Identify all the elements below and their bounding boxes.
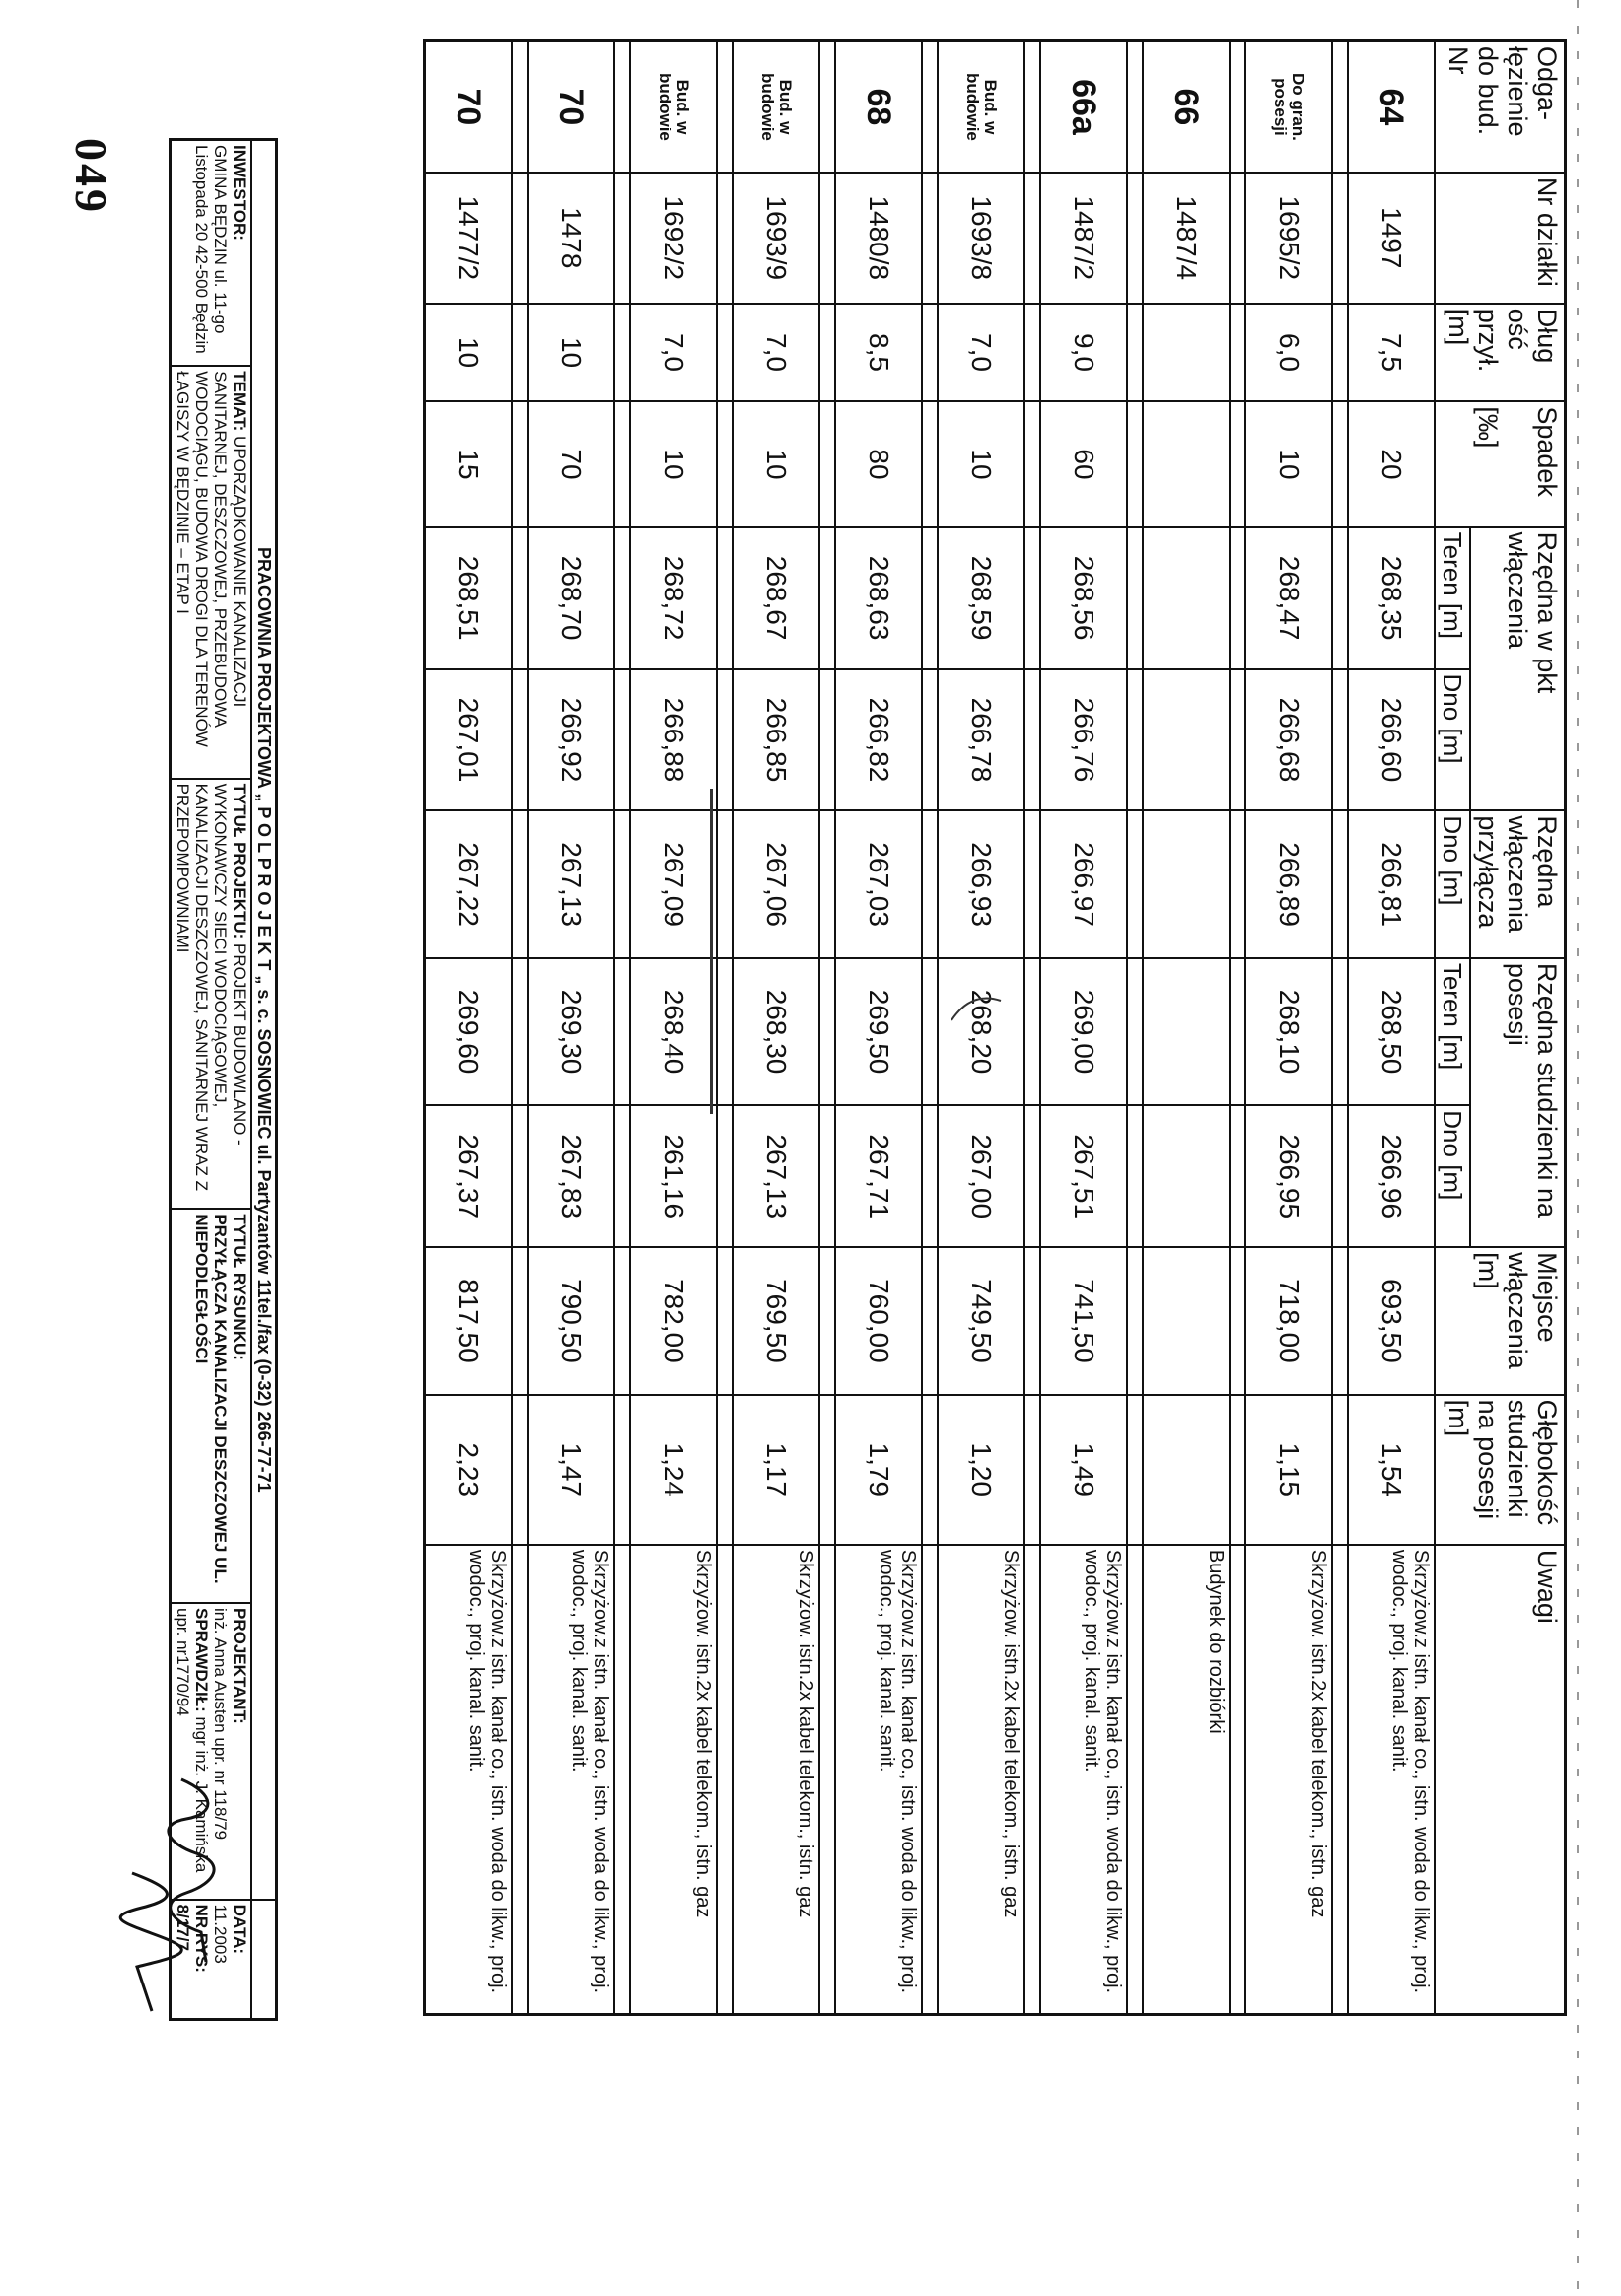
spacer-cell [614, 527, 630, 669]
header-odgalezienie: Odga-łęzienie do bud. Nr [1435, 41, 1566, 173]
spacer-cell [819, 1545, 835, 2015]
spacer-cell [512, 1247, 528, 1394]
spacer-cell [614, 1395, 630, 1545]
spacer-cell [819, 810, 835, 957]
header-teren: Teren [m] [1435, 958, 1470, 1105]
spacer-cell [1230, 810, 1245, 957]
table-row [1143, 41, 1230, 2015]
header-miejsce-label: Miejsce włączenia [1503, 1252, 1562, 1369]
spacer-cell [1024, 958, 1040, 1105]
spacer-cell [819, 304, 835, 402]
cell-g: 1,54 [1348, 1395, 1435, 1545]
spacer-cell [1024, 1247, 1040, 1394]
sprawdzil-label: SPRAWDZIŁ: [192, 1608, 211, 1712]
title-banner: PRACOWNIA PROJEKTOWA „ P O L P R O J E K T „ s. c. SOSNOWIEC ul. Partyzantów 11tel./fax (0-32) 266-77-71 [251, 140, 277, 1900]
spacer-cell [1332, 527, 1348, 669]
header-nr-dzialki: Nr działki [1435, 173, 1566, 304]
cell-pd: 266,68 [1245, 669, 1332, 811]
spacer-cell [614, 401, 630, 526]
spacer-cell [1230, 1105, 1245, 1247]
cell-dlug: 7,0 [630, 304, 717, 402]
spacer-cell [1127, 1395, 1143, 1545]
cell-pt: 268,59 [938, 527, 1024, 669]
nr-rys-value: 8/17/7 [174, 1904, 192, 1951]
table-row [733, 41, 819, 2015]
spacer-cell [1230, 401, 1245, 526]
header-dlugosc: Dług ość przył. [m] [1435, 304, 1566, 402]
header-spadek-label: Spadek [1532, 406, 1562, 497]
table-row [1245, 41, 1332, 2015]
header-rzedna-wlaczenia: Rzędna włączenia przyłącza [1470, 810, 1566, 957]
cell-sd: 267,71 [835, 1105, 922, 1247]
spacer-cell [717, 669, 733, 811]
cell-nr: Do gran. posesji [1245, 41, 1332, 173]
cell-dzialka: 1497 [1348, 173, 1435, 304]
spacer-cell [1127, 958, 1143, 1105]
spacer-cell [1127, 527, 1143, 669]
spacer-cell [1230, 958, 1245, 1105]
cell-pd: 266,82 [835, 669, 922, 811]
cell-m: 790,50 [528, 1247, 614, 1394]
cell-g: 1,20 [938, 1395, 1024, 1545]
cell-sd: 261,16 [630, 1105, 717, 1247]
spacer-cell [819, 1247, 835, 1394]
spacer-cell [1024, 41, 1040, 173]
cell-nr: 70 [528, 41, 614, 173]
margin-arc [947, 986, 1006, 1025]
connections-table [423, 39, 1567, 2016]
spacer-cell [922, 958, 938, 1105]
cell-pd: 266,78 [938, 669, 1024, 811]
spacer-cell [512, 669, 528, 811]
spacer-cell [1332, 810, 1348, 957]
cell-sd: 267,13 [733, 1105, 819, 1247]
tytul-projektu-label: TYTUŁ PROJEKTU: [230, 783, 248, 939]
cell-dlug [1143, 304, 1230, 402]
spacer-cell [1127, 304, 1143, 402]
row-spacer [1230, 41, 1245, 2015]
spacer-cell [1127, 173, 1143, 304]
cell-wd [1143, 810, 1230, 957]
cell-pt: 268,72 [630, 527, 717, 669]
cell-nr: Bud. w budowie [938, 41, 1024, 173]
margin-dashes [1558, 0, 1597, 2296]
spacer-cell [614, 958, 630, 1105]
cell-pt: 268,70 [528, 527, 614, 669]
cell-st: 269,50 [835, 958, 922, 1105]
spacer-cell [1127, 401, 1143, 526]
cell-dlug: 7,0 [938, 304, 1024, 402]
spacer-cell [922, 669, 938, 811]
cell-uwagi: Skrzyżow.z istn. kanał co., istn. woda do likw., proj. wodoc., proj. kanal. sanit. [1040, 1545, 1127, 2015]
cell-uwagi: Skrzyżow. istn.2x kabel telekom., istn. gaz [1245, 1545, 1332, 2015]
cell-pd: 267,01 [425, 669, 513, 811]
cell-sd: 266,95 [1245, 1105, 1332, 1247]
spacer-cell [717, 173, 733, 304]
cell-dzialka: 1693/8 [938, 173, 1024, 304]
data-label: DATA: [230, 1904, 248, 1955]
spacer-cell [1230, 1247, 1245, 1394]
spacer-cell [1024, 1545, 1040, 2015]
spacer-cell [1024, 1395, 1040, 1545]
cell-spadek: 10 [733, 401, 819, 526]
spacer-cell [922, 527, 938, 669]
row-spacer [922, 41, 938, 2015]
spacer-cell [1332, 958, 1348, 1105]
spacer-cell [1332, 41, 1348, 173]
cell-wd: 267,06 [733, 810, 819, 957]
tytul-rysunku-label: TYTUŁ RYSUNKU: [230, 1214, 248, 1360]
cell-dzialka: 1695/2 [1245, 173, 1332, 304]
spacer-cell [1332, 304, 1348, 402]
spacer-cell [819, 401, 835, 526]
cell-m: 741,50 [1040, 1247, 1127, 1394]
cell-m: 769,50 [733, 1247, 819, 1394]
inwestor-value: GMINA BĘDZIN ul. 11-go Listopada 20 42-500 Będzin [192, 145, 230, 354]
cell-g: 1,17 [733, 1395, 819, 1545]
spacer-cell [717, 527, 733, 669]
spacer-cell [717, 41, 733, 173]
tytul-rysunku-value: PRZYŁĄCZA KANALIZACJI DESZCZOWEJ UL. NIEPODLEGŁOŚCI [192, 1214, 230, 1584]
table-row [835, 41, 922, 2015]
cell-m: 817,50 [425, 1247, 513, 1394]
header-rzedna-pkt: Rzędna w pkt włączenia [1470, 527, 1566, 811]
cell-st: 269,60 [425, 958, 513, 1105]
header-dno: Dno [m] [1435, 1105, 1470, 1247]
cell-wd: 267,03 [835, 810, 922, 957]
spacer-cell [819, 1395, 835, 1545]
cell-sd: 267,00 [938, 1105, 1024, 1247]
spacer-cell [1230, 669, 1245, 811]
cell-nr: 66 [1143, 41, 1230, 173]
cell-dlug: 6,0 [1245, 304, 1332, 402]
cell-dzialka: 1477/2 [425, 173, 513, 304]
tytul-projektu-value: PROJEKT BUDOWLANO -WYKONAWCZY SIECI WODOCIĄGOWEJ, KANALIZACJI DESZCZOWEJ, SANITARNEJ WRAZ Z PRZEPOMPOWNIAMI [174, 783, 248, 1191]
spacer-cell [717, 1247, 733, 1394]
spacer-cell [922, 1105, 938, 1247]
cell-g: 1,79 [835, 1395, 922, 1545]
spacer-cell [1332, 1105, 1348, 1247]
cell-nr: Bud. w budowie [630, 41, 717, 173]
spacer-cell [614, 304, 630, 402]
table-row [1348, 41, 1435, 2015]
spacer-cell [717, 401, 733, 526]
spacer-cell [819, 41, 835, 173]
spacer-cell [512, 41, 528, 173]
header-miejsce [1435, 1247, 1566, 1394]
cell-spadek: 10 [630, 401, 717, 526]
header-spadek-unit: [‰] [1473, 406, 1503, 449]
spacer-cell [1024, 1105, 1040, 1247]
cell-nr: 70 [425, 41, 513, 173]
cell-pd [1143, 669, 1230, 811]
spacer-cell [512, 304, 528, 402]
temat-label: TEMAT: [230, 371, 248, 432]
spacer-cell [614, 41, 630, 173]
spacer-cell [819, 669, 835, 811]
cell-uwagi: Skrzyżow. istn.2x kabel telekom., istn. gaz [733, 1545, 819, 2015]
title-block [169, 138, 278, 2021]
cell-sd [1143, 1105, 1230, 1247]
cell-spadek: 70 [528, 401, 614, 526]
spacer-cell [819, 1105, 835, 1247]
cell-spadek: 80 [835, 401, 922, 526]
cell-pt: 268,63 [835, 527, 922, 669]
cell-spadek: 15 [425, 401, 513, 526]
spacer-cell [512, 1105, 528, 1247]
spacer-cell [1024, 527, 1040, 669]
cell-m: 718,00 [1245, 1247, 1332, 1394]
spacer-cell [614, 1105, 630, 1247]
spacer-cell [614, 810, 630, 957]
spacer-cell [1024, 669, 1040, 811]
cell-m: 749,50 [938, 1247, 1024, 1394]
cell-st: 268,40 [630, 958, 717, 1105]
header-dno: Dno [m] [1435, 810, 1470, 957]
table-row [938, 41, 1024, 2015]
cell-dlug: 7,0 [733, 304, 819, 402]
cell-pd: 266,60 [1348, 669, 1435, 811]
cell-g: 1,15 [1245, 1395, 1332, 1545]
spacer-cell [1332, 1395, 1348, 1545]
cell-pt: 268,47 [1245, 527, 1332, 669]
cell-pd: 266,88 [630, 669, 717, 811]
cell-g [1143, 1395, 1230, 1545]
cell-spadek: 10 [938, 401, 1024, 526]
cell-dlug: 10 [528, 304, 614, 402]
cell-nr: 64 [1348, 41, 1435, 173]
spacer-cell [922, 41, 938, 173]
row-spacer [1332, 41, 1348, 2015]
projektant-value: inż. Anna Austen upr. nr 118/79 [211, 1608, 230, 1841]
row-spacer [1127, 41, 1143, 2015]
spacer-cell [512, 401, 528, 526]
cell-pt: 268,67 [733, 527, 819, 669]
projektant-label: PROJEKTANT: [230, 1608, 248, 1724]
cell-uwagi: Skrzyżow.z istn. kanał co., istn. woda do likw., proj. wodoc., proj. kanal. sanit. [528, 1545, 614, 2015]
cell-spadek [1143, 401, 1230, 526]
cell-sd: 267,83 [528, 1105, 614, 1247]
spacer-cell [717, 958, 733, 1105]
margin-line [710, 789, 713, 1114]
cell-wd: 266,89 [1245, 810, 1332, 957]
row-spacer [1024, 41, 1040, 2015]
header-glebokosc: Głębokość studzienki na posesji [m] [1435, 1395, 1566, 1545]
cell-dzialka: 1478 [528, 173, 614, 304]
spacer-cell [1127, 1545, 1143, 2015]
spacer-cell [1332, 401, 1348, 526]
cell-nr: Bud. w budowie [733, 41, 819, 173]
spacer-cell [1230, 173, 1245, 304]
cell-dzialka: 1487/4 [1143, 173, 1230, 304]
spacer-cell [922, 173, 938, 304]
spacer-cell [1230, 1545, 1245, 2015]
spacer-cell [1024, 401, 1040, 526]
cell-pd: 266,92 [528, 669, 614, 811]
cell-st: 268,10 [1245, 958, 1332, 1105]
cell-wd: 267,13 [528, 810, 614, 957]
spacer-cell [1230, 1395, 1245, 1545]
spacer-cell [922, 401, 938, 526]
table-row [528, 41, 614, 2015]
cell-wd: 266,93 [938, 810, 1024, 957]
cell-wd: 266,81 [1348, 810, 1435, 957]
cell-g: 1,49 [1040, 1395, 1127, 1545]
spacer-cell [1127, 1247, 1143, 1394]
spacer-cell [1332, 1545, 1348, 2015]
cell-g: 1,24 [630, 1395, 717, 1545]
cell-m: 760,00 [835, 1247, 922, 1394]
cell-st [1143, 958, 1230, 1105]
sprawdzil-value: mgr inż. J. Kamińska upr. nr1770/94 [174, 1608, 211, 1873]
cell-dlug: 9,0 [1040, 304, 1127, 402]
cell-dlug: 10 [425, 304, 513, 402]
spacer-cell [717, 1545, 733, 2015]
spacer-cell [1230, 41, 1245, 173]
row-spacer [819, 41, 835, 2015]
spacer-cell [512, 810, 528, 957]
spacer-cell [922, 304, 938, 402]
spacer-cell [819, 527, 835, 669]
spacer-cell [922, 1545, 938, 2015]
header-teren: Teren [m] [1435, 527, 1470, 669]
cell-pd: 266,85 [733, 669, 819, 811]
spacer-cell [922, 810, 938, 957]
cell-st: 269,00 [1040, 958, 1127, 1105]
tytul-rysunku-cell [171, 1209, 252, 1603]
row-spacer [614, 41, 630, 2015]
cell-uwagi: Skrzyżow. istn.2x kabel telekom., istn. gaz [630, 1545, 717, 2015]
inwestor-cell [171, 140, 252, 367]
cell-g: 2,23 [425, 1395, 513, 1545]
cell-dzialka: 1693/9 [733, 173, 819, 304]
table-row [425, 41, 513, 2015]
spacer-cell [1127, 669, 1143, 811]
cell-nr: 66a [1040, 41, 1127, 173]
spacer-cell [1332, 1247, 1348, 1394]
spacer-cell [717, 1105, 733, 1247]
spacer-cell [1230, 304, 1245, 402]
cell-uwagi: Skrzyżow. istn.2x kabel telekom., istn. gaz [938, 1545, 1024, 2015]
spacer-cell [614, 1247, 630, 1394]
spacer-cell [1024, 810, 1040, 957]
cell-g: 1,47 [528, 1395, 614, 1545]
spacer-cell [512, 527, 528, 669]
spacer-cell [614, 669, 630, 811]
cell-pt: 268,56 [1040, 527, 1127, 669]
cell-m [1143, 1247, 1230, 1394]
header-uwagi: Uwagi [1435, 1545, 1566, 2015]
cell-uwagi: Skrzyżow.z istn. kanał co., istn. woda do likw., proj. wodoc., proj. kanal. sanit. [425, 1545, 513, 2015]
cell-dzialka: 1487/2 [1040, 173, 1127, 304]
spacer-cell [717, 304, 733, 402]
header-spadek [1435, 401, 1566, 526]
spacer-cell [1127, 810, 1143, 957]
spacer-cell [1332, 173, 1348, 304]
table-row [1040, 41, 1127, 2015]
cell-dlug: 7,5 [1348, 304, 1435, 402]
cell-sd: 267,37 [425, 1105, 513, 1247]
cell-pt: 268,35 [1348, 527, 1435, 669]
spacer-cell [512, 1395, 528, 1545]
spacer-cell [922, 1395, 938, 1545]
cell-wd: 267,09 [630, 810, 717, 957]
tytul-projektu-cell [171, 779, 252, 1210]
header-dno: Dno [m] [1435, 669, 1470, 811]
cell-sd: 267,51 [1040, 1105, 1127, 1247]
cell-uwagi: Skrzyżow.z istn. kanał co., istn. woda do likw., proj. wodoc., proj. kanal. sanit. [1348, 1545, 1435, 2015]
cell-st: 268,20 [938, 958, 1024, 1105]
cell-dzialka: 1692/2 [630, 173, 717, 304]
table-row [630, 41, 717, 2015]
spacer-cell [1127, 41, 1143, 173]
spacer-cell [614, 1545, 630, 2015]
cell-wd: 266,97 [1040, 810, 1127, 957]
spacer-cell [512, 1545, 528, 2015]
cell-sd: 266,96 [1348, 1105, 1435, 1247]
spacer-cell [614, 173, 630, 304]
cell-pt: 268,51 [425, 527, 513, 669]
cell-spadek: 20 [1348, 401, 1435, 526]
row-spacer [717, 41, 733, 2015]
cell-spadek: 10 [1245, 401, 1332, 526]
cell-st: 268,30 [733, 958, 819, 1105]
row-spacer [512, 41, 528, 2015]
page-number: 049 [66, 138, 116, 215]
cell-spadek: 60 [1040, 401, 1127, 526]
cell-m: 782,00 [630, 1247, 717, 1394]
spacer-cell [922, 1247, 938, 1394]
cell-pt [1143, 527, 1230, 669]
cell-st: 269,30 [528, 958, 614, 1105]
spacer-cell [1024, 173, 1040, 304]
data-value: 11.2003 [211, 1904, 230, 1964]
temat-cell [171, 366, 252, 778]
cell-nr: 68 [835, 41, 922, 173]
spacer-cell [717, 810, 733, 957]
cell-pd: 266,76 [1040, 669, 1127, 811]
spacer-cell [819, 958, 835, 1105]
cell-st: 268,50 [1348, 958, 1435, 1105]
cell-uwagi: Skrzyżow.z istn. kanał co., istn. woda do likw., proj. wodoc., proj. kanal. sanit. [835, 1545, 922, 2015]
spacer-cell [512, 958, 528, 1105]
signature-sprawdzil [112, 1863, 191, 2021]
cell-uwagi: Budynek do rozbiórki [1143, 1545, 1230, 2015]
spacer-cell [1230, 527, 1245, 669]
nr-rys-label: NR RYS: [192, 1904, 211, 1973]
inwestor-label: INWESTOR: [230, 145, 248, 241]
cell-dlug: 8,5 [835, 304, 922, 402]
spacer-cell [512, 173, 528, 304]
spacer-cell [1332, 669, 1348, 811]
spacer-cell [819, 173, 835, 304]
cell-m: 693,50 [1348, 1247, 1435, 1394]
spacer-cell [717, 1395, 733, 1545]
cell-wd: 267,22 [425, 810, 513, 957]
temat-value: UPORZĄDKOWANIE KANALIZACJI SANITARNEJ, DESZCZOWEJ, PRZEBUDOWA WODOCIĄGU, BUDOWA DROGI DLA TERENÓW ŁAGISZY W BĘDZINIE – ETAP I [174, 371, 248, 747]
cell-dzialka: 1480/8 [835, 173, 922, 304]
header-rzedna-studzienki: Rzędna studzienki na posesji [1470, 958, 1566, 1247]
spacer-cell [1024, 304, 1040, 402]
header-miejsce-unit: [m] [1473, 1252, 1503, 1289]
spacer-cell [1127, 1105, 1143, 1247]
